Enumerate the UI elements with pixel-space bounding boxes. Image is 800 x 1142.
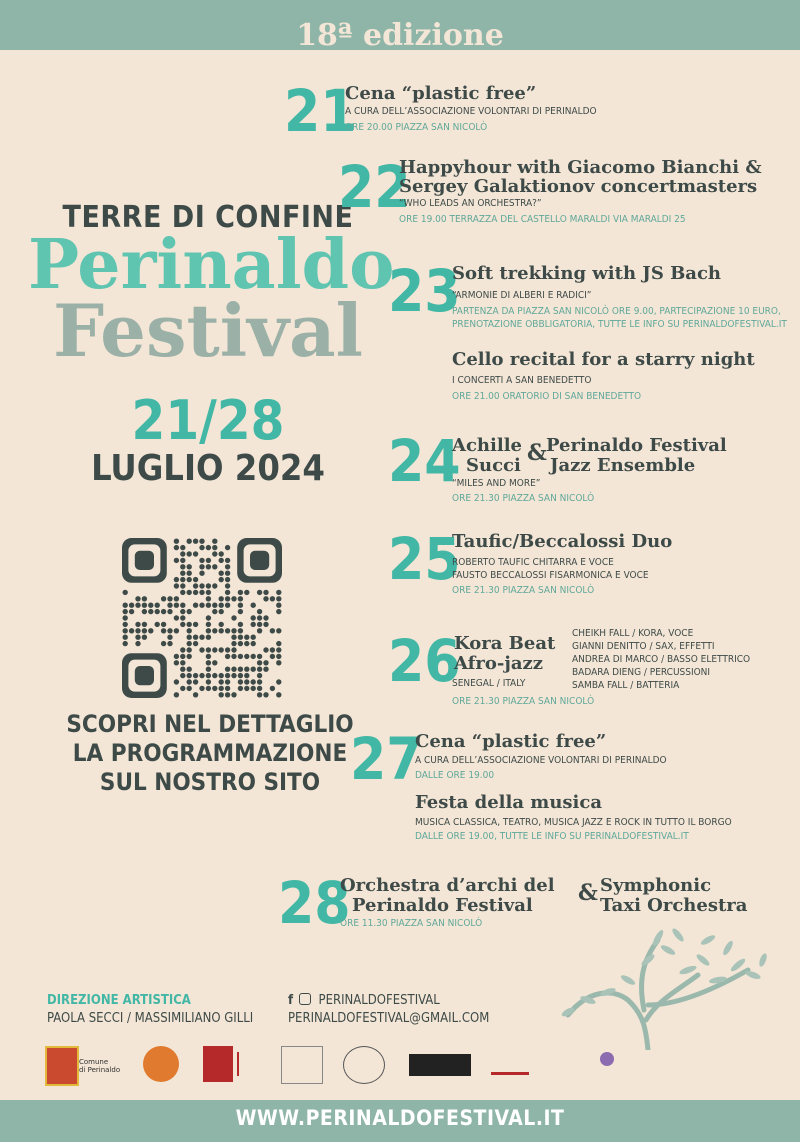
direction-names: PAOLA SECCI / MASSIMILIANO GILLI (47, 1011, 254, 1026)
email-address[interactable]: PERINALDOFESTIVAL@GMAIL.COM (288, 1011, 490, 1026)
social-handle-text: PERINALDOFESTIVAL (318, 993, 440, 1008)
gaggian-logo (343, 1046, 385, 1084)
event-day: 27 (350, 725, 423, 793)
event-day: 28 (278, 869, 351, 937)
event-day: 25 (388, 525, 461, 593)
event-info: ORE 21.30 PIAZZA SAN NICOLÒ (452, 493, 595, 504)
social-handle[interactable] (288, 993, 440, 1008)
subtitle-terre: TERRE DI CONFINE (62, 200, 354, 235)
event-subtitle: ROBERTO TAUFIC CHITARRA E VOCE (452, 557, 614, 568)
borghi-logo (203, 1046, 233, 1082)
event-info: ORE 20.00 PIAZZA SAN NICOLÒ (345, 122, 488, 133)
qr-caption-line: SCOPRI NEL DETTAGLIO (66, 710, 354, 738)
instagram-icon[interactable] (299, 993, 311, 1005)
event-artist-left: Achille (452, 435, 522, 456)
event-title: Soft trekking with JS Bach (452, 263, 722, 284)
event-artist-right-line2: Taxi Orchestra (600, 895, 748, 916)
event-info: ORE 21.30 PIAZZA SAN NICOLÒ (452, 696, 595, 707)
title-perinaldo: Perinaldo (28, 225, 395, 305)
event-subtitle: “MILES AND MORE” (452, 478, 541, 489)
tessiture-sonore-logo (535, 1054, 575, 1074)
event-info: PARTENZA DA PIAZZA SAN NICOLÒ ORE 9.00, PARTECIPAZIONE 10 EURO, (452, 306, 781, 317)
borghi-logo-mark (237, 1052, 283, 1076)
event-day: 24 (388, 427, 461, 495)
event-info: DALLE ORE 19.00 (415, 770, 495, 781)
event-subtitle: A CURA DELL’ASSOCIAZIONE VOLONTARI DI PERINALDO (415, 755, 667, 766)
qr-caption-line: SUL NOSTRO SITO (99, 768, 321, 796)
festival-dates: 21/28 (131, 389, 285, 452)
qr-code[interactable] (122, 538, 282, 698)
event-title: Cena “plastic free” (415, 731, 607, 752)
lavanda-logo (600, 1052, 660, 1076)
event-info: ORE 11.30 PIAZZA SAN NICOLÒ (340, 918, 483, 929)
lineup-item: CHEIKH FALL / KORA, VOCE (572, 628, 694, 639)
event-subtitle: “WHO LEADS AN ORCHESTRA?” (399, 198, 542, 209)
event-title: Happyhour with Giacomo Bianchi & (399, 157, 762, 178)
event-info-line2: PRENOTAZIONE OBBLIGATORIA, TUTTE LE INFO SU PERINALDOFESTIVAL.IT (452, 319, 787, 330)
direction-label: DIREZIONE ARTISTICA (47, 993, 191, 1008)
tessiture-sonore-mark (491, 1056, 529, 1075)
ampersand: & (527, 440, 547, 466)
event-info-b: ORE 21.00 ORATORIO DI SAN BENEDETTO (452, 391, 642, 402)
event-day: 22 (338, 153, 411, 221)
qr-caption (60, 710, 360, 797)
event-artist-left-line2: Perinaldo Festival (352, 895, 533, 916)
event-title: Taufic/Beccalossi Duo (452, 531, 673, 552)
lineup-item: SAMBA FALL / BATTERIA (572, 680, 680, 691)
event-subtitle-b: MUSICA CLASSICA, TEATRO, MUSICA JAZZ E ROCK IN TUTTO IL BORGO (415, 817, 732, 828)
website-url[interactable]: WWW.PERINALDOFESTIVAL.IT (235, 1106, 565, 1130)
event-subtitle: “ARMONIE DI ALBERI E RADICI” (452, 290, 592, 301)
lineup-item: ANDREA DI MARCO / BASSO ELETTRICO (572, 654, 751, 665)
event-title: Kora Beat (454, 633, 556, 654)
orchestra-tresoldi-logo (409, 1054, 471, 1076)
lineup-item: GIANNI DENITTO / SAX, EFFETTI (572, 641, 715, 652)
facebook-icon[interactable]: f (288, 993, 294, 1008)
event-title-b: Cello recital for a starry night (452, 349, 755, 370)
event-artist-right-line2: Jazz Ensemble (550, 455, 696, 476)
event-subtitle: A CURA DELL’ASSOCIAZIONE VOLONTARI DI PERINALDO (345, 106, 597, 117)
edition-label: 18ª edizione (296, 18, 504, 53)
event-info: ORE 21.30 PIAZZA SAN NICOLÒ (452, 585, 595, 596)
title-festival: Festival (53, 288, 363, 373)
qr-caption-line: LA PROGRAMMAZIONE (72, 739, 348, 767)
event-origin: SENEGAL / ITALY (452, 678, 526, 689)
fogliarini-logo (281, 1046, 323, 1084)
event-artist-left-line2: Succi (466, 455, 521, 476)
event-artist-right: Perinaldo Festival (546, 435, 727, 456)
event-subtitle-line2: FAUSTO BECCALOSSI FISARMONICA E VOCE (452, 570, 649, 581)
event-day: 21 (284, 77, 357, 145)
lineup-item: BADARA DIENG / PERCUSSIONI (572, 667, 711, 678)
event-day: 23 (388, 257, 461, 325)
event-info: ORE 19.00 TERRAZZA DEL CASTELLO MARALDI VIA MARALDI 25 (399, 214, 686, 225)
event-day: 26 (388, 627, 461, 695)
festival-month: LUGLIO 2024 (91, 448, 325, 489)
ampersand: & (578, 880, 598, 906)
olive-tree-illustration (548, 920, 778, 1050)
event-artist-left: Orchestra d’archi del (340, 875, 555, 896)
festival-title-block (28, 200, 395, 489)
event-title-b: Festa della musica (415, 792, 602, 813)
event-subtitle-b: I CONCERTI A SAN BENEDETTO (452, 375, 592, 386)
event-title-line2: Sergey Galaktionov concertmasters (399, 176, 758, 197)
event-title-line2: Afro-jazz (454, 653, 543, 674)
sponsor-logos (45, 1046, 685, 1086)
association-logo (143, 1046, 179, 1082)
event-info-b: DALLE ORE 19.00, TUTTE LE INFO SU PERINALDOFESTIVAL.IT (415, 831, 689, 842)
event-artist-right: Symphonic (600, 875, 712, 896)
event-title: Cena “plastic free” (345, 83, 537, 104)
municipality-logo-text: Comune di Perinaldo (79, 1058, 121, 1074)
municipality-crest-logo (45, 1046, 79, 1086)
